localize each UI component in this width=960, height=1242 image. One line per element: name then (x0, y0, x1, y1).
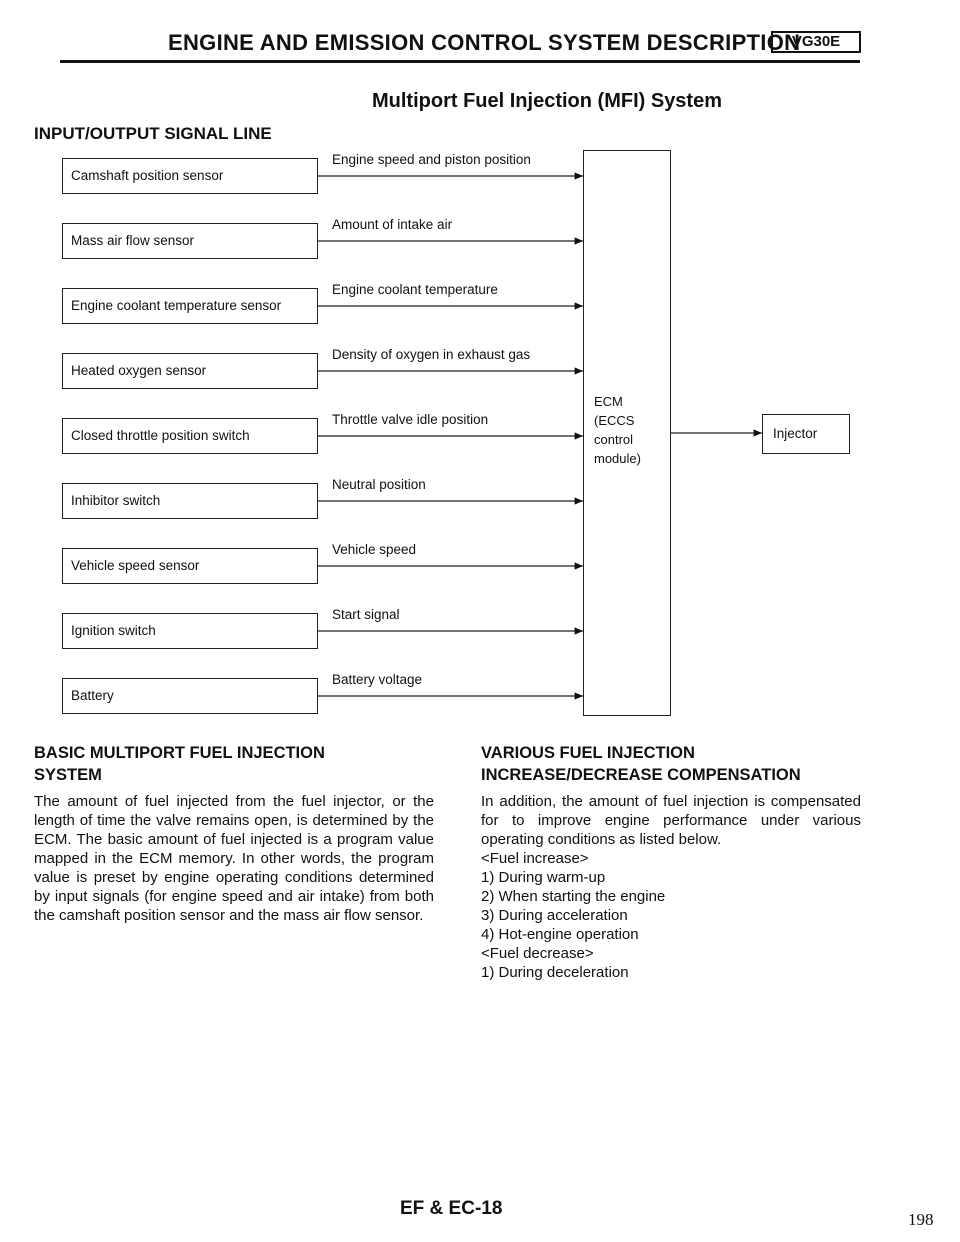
sensor-box-4: Heated oxygen sensor (62, 353, 318, 389)
section-header-title: ENGINE AND EMISSION CONTROL SYSTEM DESCRIPTION (168, 30, 801, 55)
sensor-box-2: Mass air flow sensor (62, 223, 318, 259)
sensor-box-3: Engine coolant temperature sensor (62, 288, 318, 324)
signal-label-1: Engine speed and piston position (332, 152, 531, 167)
various-heading-line2: INCREASE/DECREASE COMPENSATION (481, 766, 801, 784)
signal-label-3: Engine coolant temperature (332, 282, 498, 297)
page-number: 198 (908, 1210, 934, 1229)
injector-box: Injector (762, 414, 850, 454)
io-signal-title: INPUT/OUTPUT SIGNAL LINE (34, 124, 272, 143)
system-title: Multiport Fuel Injection (MFI) System (372, 90, 722, 112)
various-body: In addition, the amount of fuel injection is compensated for to improve engine performance under various operating conditions as listed below. (481, 793, 861, 848)
ecm-label: ECM (ECCS control module) (594, 394, 641, 466)
fuel-increase-label: <Fuel increase> (481, 850, 589, 867)
basic-body: The amount of fuel injected from the fuel injector, or the length of time the valve remains open, is determined by the ECM. The basic amount of fuel injected is a program value mapped in the ECM memory. In other words, the program value is preset by engine operating conditions determined by input signals (for engine speed and air intake) from both the camshaft position sensor and the mass air flow sensor. (34, 793, 434, 924)
sensor-box-8: Ignition switch (62, 613, 318, 649)
basic-section (34, 742, 434, 925)
sensor-box-7: Vehicle speed sensor (62, 548, 318, 584)
sensor-box-6: Inhibitor switch (62, 483, 318, 519)
sensor-box-5: Closed throttle position switch (62, 418, 318, 454)
signal-label-9: Battery voltage (332, 672, 423, 687)
fuel-increase-item-3: 3) During acceleration (481, 907, 628, 924)
sensor-box-1: Camshaft position sensor (62, 158, 318, 194)
signal-label-2: Amount of intake air (332, 217, 453, 232)
basic-heading-line2: SYSTEM (34, 766, 102, 784)
fuel-increase-item-1: 1) During warm-up (481, 869, 606, 886)
signal-label-8: Start signal (332, 607, 400, 622)
sensor-box-9: Battery (62, 678, 318, 714)
fuel-decrease-label: <Fuel decrease> (481, 945, 594, 962)
signal-label-5: Throttle valve idle position (332, 412, 489, 427)
signal-label-7: Vehicle speed (332, 542, 417, 557)
page-code: EF & EC-18 (400, 1198, 503, 1219)
various-heading-line1: VARIOUS FUEL INJECTION (481, 744, 695, 762)
engine-model-badge: VG30E (771, 31, 861, 53)
various-section (481, 742, 861, 982)
fuel-decrease-item-1: 1) During deceleration (481, 964, 629, 981)
signal-label-6: Neutral position (332, 477, 426, 492)
signal-label-4: Density of oxygen in exhaust gas (332, 347, 531, 362)
basic-heading-line1: BASIC MULTIPORT FUEL INJECTION (34, 744, 325, 762)
fuel-increase-item-4: 4) Hot-engine operation (481, 926, 639, 943)
fuel-increase-item-2: 2) When starting the engine (481, 888, 666, 905)
